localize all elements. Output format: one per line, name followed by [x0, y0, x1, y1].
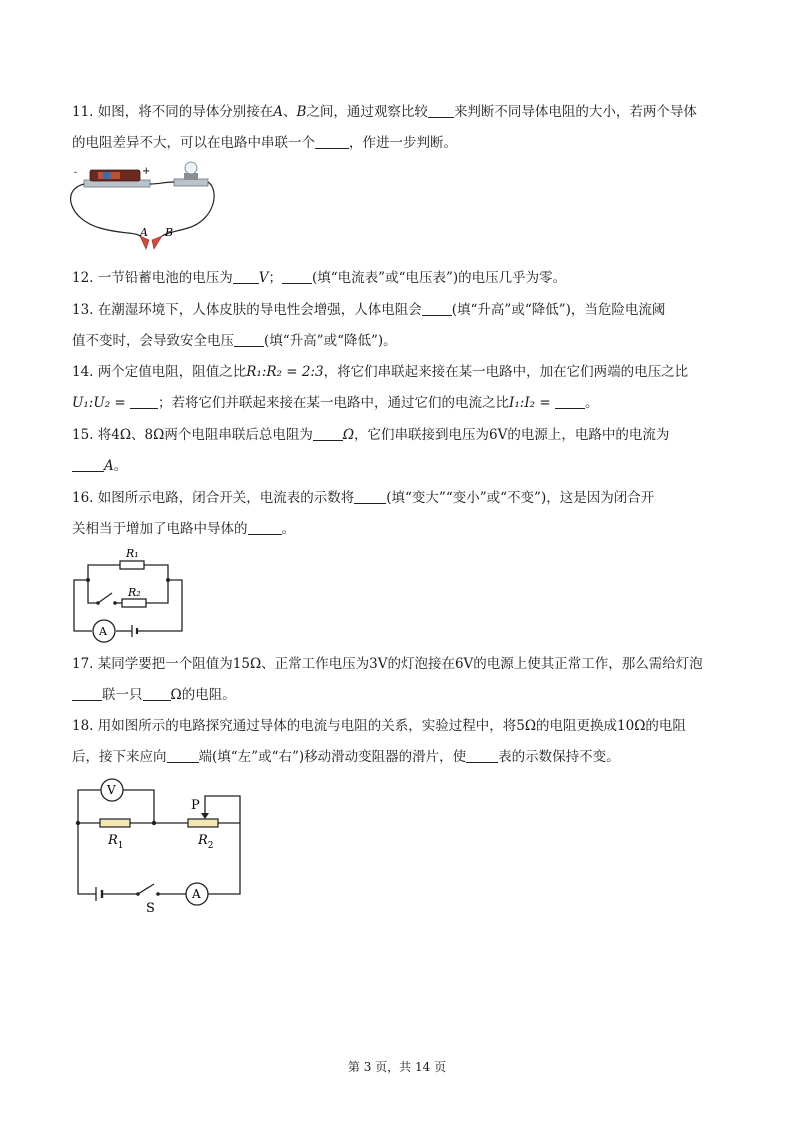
q15-line2	[72, 457, 127, 475]
q16-line1	[72, 489, 654, 507]
junction-dot	[76, 821, 80, 825]
q11-text: 之间，通过观察比较	[306, 104, 428, 120]
wire	[123, 790, 154, 823]
q14-line2	[72, 394, 598, 412]
q14-text: 14. 两个定值电阻，阻值之比	[72, 364, 247, 380]
q16-text: 。	[281, 521, 295, 537]
wire	[150, 182, 174, 184]
answer-blank[interactable]	[233, 269, 259, 284]
q18-text: 表的示数保持不变。	[498, 749, 620, 765]
wire	[74, 580, 92, 631]
voltmeter-label: V	[107, 783, 116, 797]
r2-label: $R_2$	[198, 833, 214, 851]
q14-text: ；若将它们并联起来接在某一电路中，通过它们的电流之比	[158, 395, 510, 411]
clip-b-icon	[152, 236, 162, 249]
q15-text: 。	[113, 458, 128, 474]
wire	[146, 580, 168, 603]
answer-blank[interactable]	[143, 686, 171, 701]
voltage-ratio: U₁:U₂ =	[72, 395, 126, 411]
resistance-ratio: R₁:R₂ = 2:3	[246, 364, 324, 380]
q18-text: 端(填“左”或“右”)移动滑动变阻器的滑片，使	[198, 749, 467, 765]
q18-circuit-figure	[70, 778, 245, 918]
unit-a: A	[104, 458, 114, 474]
q13-text: 13. 在潮湿环境下，人体皮肤的导电性会增强，人体电阻会	[72, 302, 422, 318]
switch-icon	[138, 884, 154, 894]
q11-text: 来判断不同导体电阻的大小，若两个导体	[453, 104, 697, 120]
point-a-label: A	[273, 104, 284, 120]
wire	[208, 823, 240, 894]
answer-blank[interactable]	[555, 394, 585, 409]
ammeter-label: A	[99, 625, 107, 638]
q16-text: 关相当于增加了电路中导体的	[72, 521, 248, 537]
slider-arrow-icon	[201, 813, 209, 819]
answer-blank[interactable]	[428, 103, 454, 118]
plus-sign: +	[142, 166, 151, 177]
switch-contact	[136, 892, 140, 896]
q16-circuit-figure	[70, 545, 185, 637]
answer-blank[interactable]	[130, 394, 158, 409]
wire	[144, 565, 168, 580]
resistor-r1	[100, 819, 130, 827]
q16-line2	[72, 520, 295, 538]
q11-text: ，作进一步判断。	[349, 135, 457, 151]
clip-b-label: B	[165, 226, 174, 239]
unit-ohm: Ω	[342, 427, 355, 443]
switch-contact	[156, 892, 160, 896]
bulb-icon	[185, 162, 197, 174]
unit-v: V	[258, 270, 269, 286]
bulb-base	[174, 179, 208, 186]
q15-line1	[72, 426, 669, 444]
q12-text: (填“电流表”或“电压表”)的电压几乎为零。	[312, 270, 567, 286]
slider-label: P	[191, 798, 200, 813]
q17-text: Ω的电阻。	[170, 687, 236, 703]
q12-line	[72, 269, 566, 287]
switch-label: S	[146, 901, 155, 916]
q17-text: 联一只	[102, 687, 143, 703]
q16-text: 16. 如图所示电路，闭合开关，电流表的示数将	[72, 490, 355, 506]
q17-line1	[72, 655, 703, 673]
q11-line1	[72, 103, 697, 121]
q18-line2	[72, 748, 620, 766]
q12-text: ；	[268, 270, 283, 286]
point-b-label: B	[296, 104, 307, 120]
current-ratio: I₁:I₂ =	[509, 395, 551, 411]
switch-icon	[98, 593, 112, 603]
junction-dot	[152, 821, 156, 825]
q17-line2	[72, 686, 236, 704]
switch-contact	[113, 601, 117, 605]
answer-blank[interactable]	[167, 748, 199, 763]
q13-text: 值不变时，会导致安全电压	[72, 333, 234, 349]
junction-dot	[86, 578, 90, 582]
answer-blank[interactable]	[72, 457, 104, 472]
q18-line1	[72, 717, 686, 735]
answer-blank[interactable]	[422, 301, 452, 316]
wire	[78, 823, 96, 894]
answer-blank[interactable]	[72, 686, 102, 701]
junction-dot	[166, 578, 170, 582]
answer-blank[interactable]	[313, 426, 343, 441]
resistor-r1	[120, 561, 144, 569]
q14-line1	[72, 363, 688, 381]
answer-blank[interactable]	[248, 520, 282, 535]
wire	[71, 184, 140, 236]
answer-blank[interactable]	[315, 134, 349, 149]
q13-line1	[72, 301, 665, 319]
page-footer: 第 3 页，共 14 页	[347, 1060, 447, 1074]
q17-text: 17. 某同学要把一个阻值为15Ω、正常工作电压为3V的灯泡接在6V的电源上使其正常工作，那么需给灯泡	[72, 656, 703, 672]
r1-label: $R_1$	[108, 833, 124, 851]
r2-label: R₂	[128, 586, 141, 599]
minus-sign: -	[74, 168, 78, 178]
answer-blank[interactable]	[282, 269, 312, 284]
clip-a-label: A	[140, 226, 148, 239]
q12-text: 12. 一节铅蓄电池的电压为	[72, 270, 233, 286]
answer-blank[interactable]	[234, 332, 264, 347]
q11-text: 的电阻差异不大，可以在电路中串联一个	[72, 135, 315, 151]
wire	[88, 565, 120, 580]
q15-text: 15. 将4Ω、8Ω两个电阻串联后总电阻为	[72, 427, 313, 443]
q13-line2	[72, 332, 397, 350]
q13-text: (填“升高”或“降低”)。	[264, 333, 397, 349]
q14-text: 。	[584, 395, 599, 411]
q11-text: 11. 如图，将不同的导体分别接在	[72, 104, 274, 120]
q15-text: ，它们串联接到电压为6V的电源上，电路中的电流为	[354, 427, 670, 443]
resistor-r2	[122, 599, 146, 607]
rheostat-r2	[188, 819, 218, 827]
answer-blank[interactable]	[466, 748, 498, 763]
wire	[78, 790, 101, 823]
q18-text: 后，接下来应向	[72, 749, 167, 765]
q14-text: ，将它们串联起来接在某一电路中，加在它们两端的电压之比	[323, 364, 689, 380]
wire	[88, 580, 98, 603]
q11-circuit-figure	[70, 160, 220, 255]
q16-text: (填“变大”“变小”或“不变”)，这是因为闭合开	[386, 490, 655, 506]
answer-blank[interactable]	[354, 489, 386, 504]
q18-text: 18. 用如图所示的电路探究通过导体的电流与电阻的关系，实验过程中，将5Ω的电阻更换成10Ω的电阻	[72, 718, 686, 734]
q11-line2	[72, 134, 457, 152]
r1-label: R₁	[126, 547, 139, 560]
ammeter-label: A	[192, 887, 201, 901]
q13-text: (填“升高”或“降低”)，当危险电流阈	[451, 302, 666, 318]
separator: 、	[283, 104, 297, 120]
switch-contact	[96, 601, 100, 605]
battery-stripe	[103, 172, 111, 179]
